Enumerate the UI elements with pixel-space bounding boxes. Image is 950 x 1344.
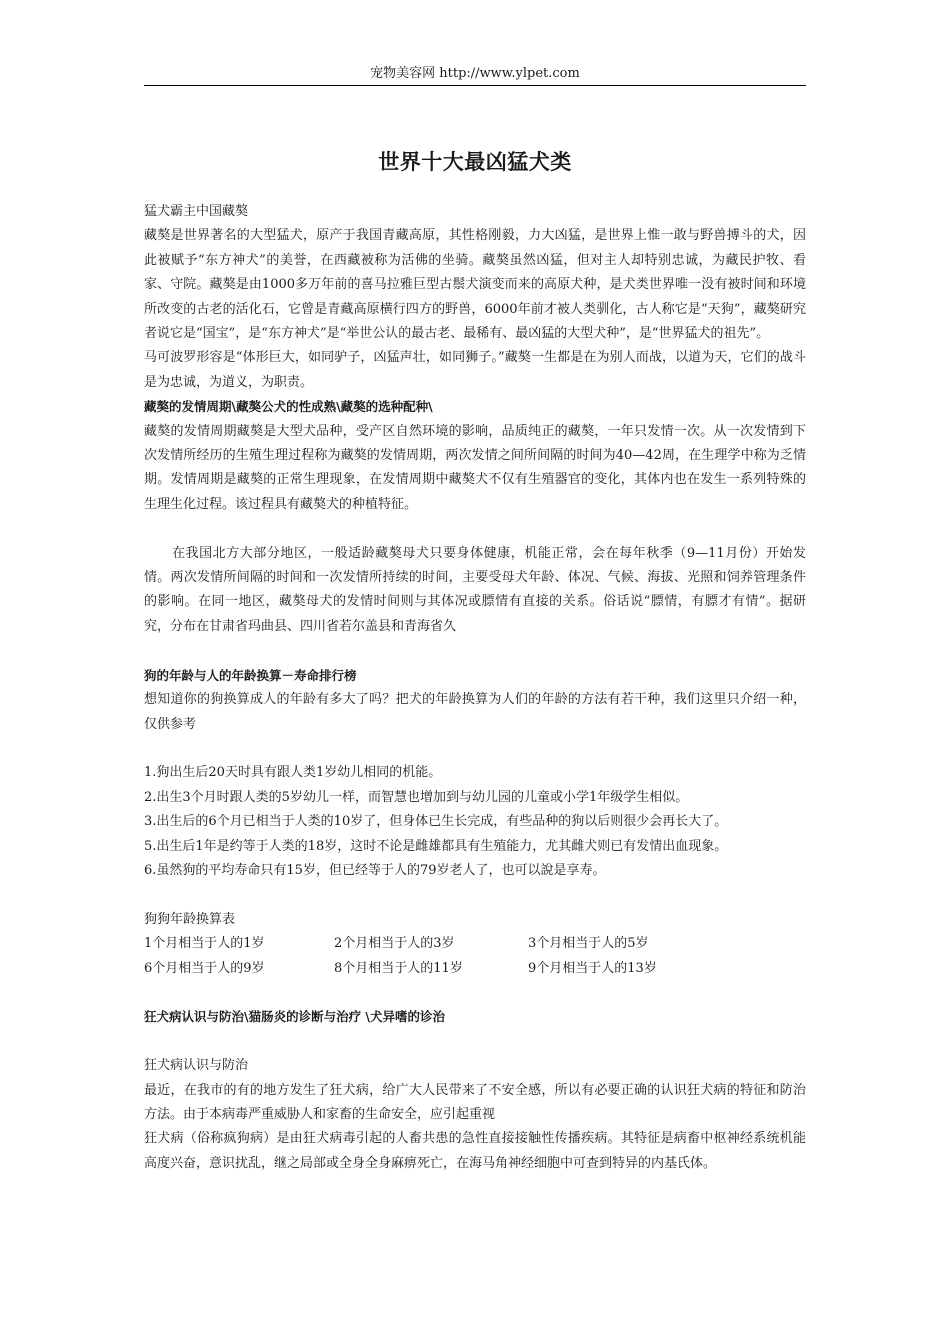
spacer (144, 737, 806, 761)
table-row (144, 932, 806, 956)
paragraph: 藏獒的发情周期藏獒是大型犬品种，受产区自然环境的影响，品质纯正的藏獒，一年只发情一次。从一次发情到下次发情所经历的生殖生理过程称为藏獒的发情周期，两次发情之间所间隔的时间为40—42周，在生理学中称为乏情期。发情周期是藏獒的正常生理现象，在发情周期中藏獒犬不仅有生殖器官的变化，其体内也在发生一系列特殊的生理生化过程。该过程具有藏獒犬的种植特征。 (144, 423, 806, 512)
paragraph: 狂犬病（俗称疯狗病）是由狂犬病毒引起的人畜共患的急性直接接触性传播疾病。其特征是病畜中枢神经系统机能高度兴奋，意识扰乱，继之局部或全身全身麻痹死亡，在海马角神经细胞中可查到特异的内基氏体。 (144, 1131, 806, 1171)
document-title: 世界十大最凶猛犬类 (378, 149, 572, 174)
paragraph: 马可波罗形容是“体形巨大，如同驴子，凶猛声壮，如同狮子。”藏獒一生都是在为别人而战，以道为天，它们的战斗是为忠诚，为道义，为职责。 (144, 350, 806, 390)
table-cell: 3个月相当于人的5岁 (528, 936, 649, 952)
list-item: 1.狗出生后20天时具有跟人类1岁幼儿相同的机能。 (144, 765, 442, 781)
page-header: 宠物美容网 http://www.ylpet.com (370, 66, 580, 81)
header-divider (144, 85, 806, 86)
spacer (144, 981, 806, 1005)
list-item: 5.出生后1年是约等于人类的18岁，这时不论是雌雄都具有生殖能力，尤其雌犬则已有发情出血现象。 (144, 838, 728, 854)
section-subtitle: 猛犬霸主中国藏獒 (144, 204, 249, 219)
section-heading: 藏獒的发情周期\藏獒公犬的性成熟\藏獒的选种配种\ (144, 399, 433, 415)
paragraph: 在我国北方大部分地区，一般适龄藏獒母犬只要身体健康，机能正常，会在每年秋季（9—11月份）开始发情。两次发情所间隔的时间和一次发情所持续的时间，主要受母犬年龄、体况、气候、海拔、光照和饲养管理条件的影响。在同一地区，藏獒母犬的发情时间则与其体况或膘情有直接的关系。俗话说“膘情，有膘才有情”。据研究，分布在甘肃省玛曲县、四川省若尔盖县和青海省久 (144, 545, 806, 634)
spacer (144, 1030, 806, 1054)
section-subtitle: 狂犬病认识与防治 (144, 1058, 249, 1074)
paragraph: 藏獒是世界著名的大型猛犬，原产于我国青藏高原，其性格刚毅，力大凶猛，是世界上惟一敢与野兽搏斗的犬，因此被赋予“东方神犬”的美誉，在西藏被称为活佛的坐骑。藏獒虽然凶猛，但对主人却特别忠诚，为藏民护牧、看家、守院。藏獒是由1000多万年前的喜马拉雅巨型古鬃犬演变而来的高原犬种，是犬类世界唯一没有被时间和环境所改变的古老的活化石，它曾是青藏高原横行四方的野兽，6000年前才被人类驯化，古人称它是“天狗”，藏獒研究者说它是“国宝”，是“东方神犬”是“举世公认的最古老、最稀有、最凶猛的大型犬种”，是“世界猛犬的祖先”。 (144, 228, 806, 342)
list-item: 2.出生3个月时跟人类的5岁幼儿一样，而智慧也增加到与幼儿园的儿童或小学1年级学生相似。 (144, 789, 689, 805)
table-cell: 8个月相当于人的11岁 (334, 960, 463, 976)
section-heading: 狗的年龄与人的年龄换算－寿命排行榜 (144, 667, 357, 683)
table-cell: 6个月相当于人的9岁 (144, 960, 265, 976)
table-row (144, 957, 806, 981)
section-heading: 狂犬病认识与防治\猫肠炎的诊断与治疗 \犬异嗜的诊治 (144, 1009, 445, 1025)
list-item: 6.虽然狗的平均寿命只有15岁，但已经等于人的79岁老人了，也可以說是享寿。 (144, 862, 606, 878)
spacer (144, 883, 806, 907)
table-cell: 2个月相当于人的3岁 (334, 936, 455, 952)
table-cell: 9个月相当于人的13岁 (528, 960, 657, 976)
paragraph: 最近，在我市的有的地方发生了狂犬病，给广大人民带来了不安全感，所以有必要正确的认识狂犬病的特征和防治方法。由于本病毒严重威胁人和家畜的生命安全，应引起重视 (144, 1082, 806, 1122)
list-item: 3.出生后的6个月已相当于人类的10岁了，但身体已生长完成，有些品种的狗以后则很少会再长大了。 (144, 814, 728, 830)
paragraph: 想知道你的狗换算成人的年龄有多大了吗？把犬的年龄换算为人们的年龄的方法有若干种，我们这里只介绍一种，仅供参考 (144, 692, 806, 732)
table-title: 狗狗年龄换算表 (144, 911, 236, 927)
spacer (144, 639, 806, 663)
table-cell: 1个月相当于人的1岁 (144, 936, 265, 952)
spacer (144, 517, 806, 541)
document-body (144, 200, 806, 1176)
